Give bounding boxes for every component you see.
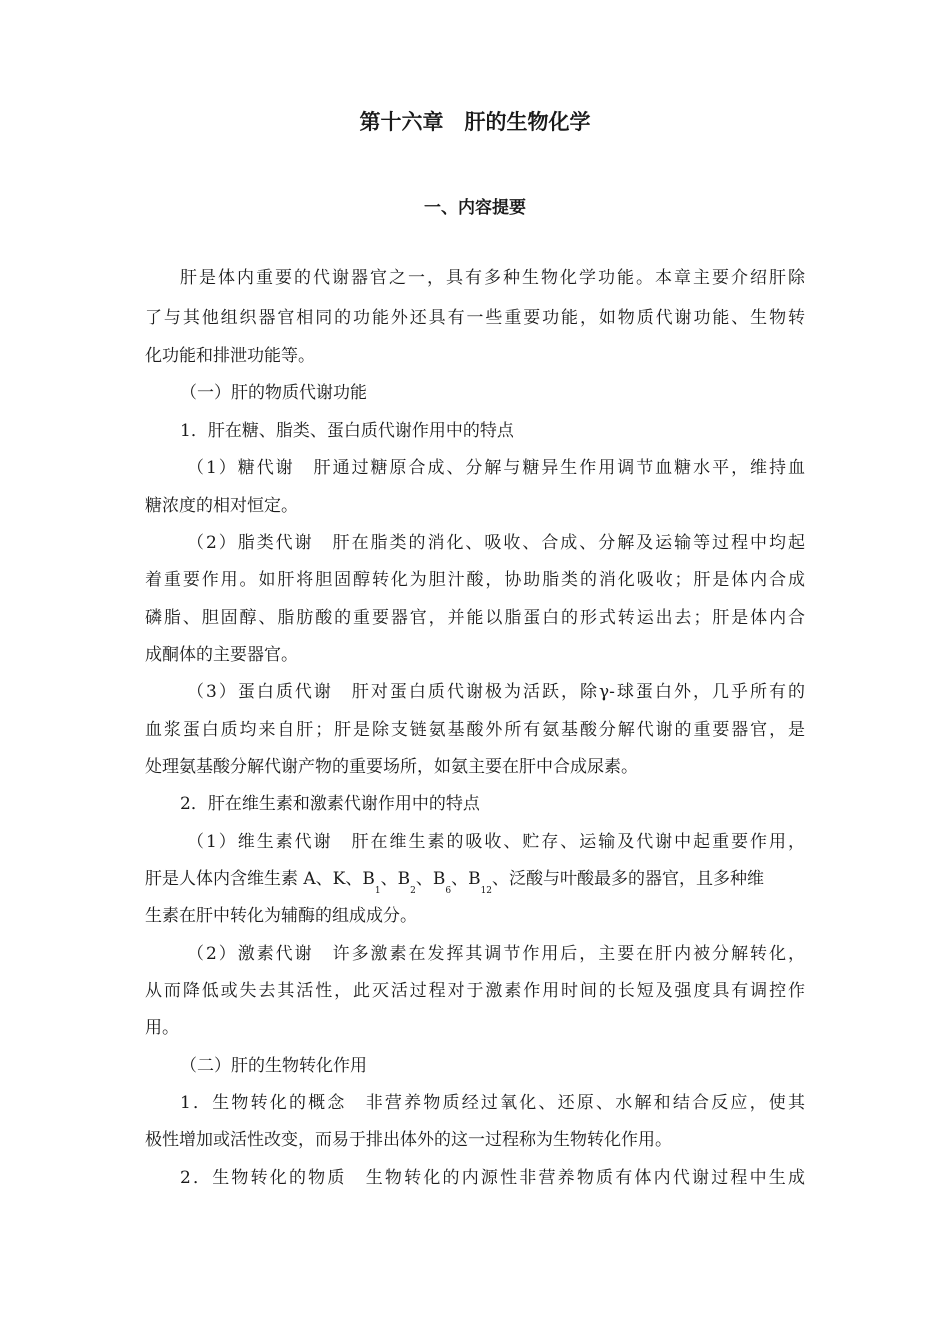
paragraph-line: 肝是体内重要的代谢器官之一，具有多种生物化学功能。本章主要介绍肝除	[180, 268, 805, 288]
paragraph-line: 糖浓度的相对恒定。	[145, 496, 298, 516]
text-segment: 、泛酸与叶酸最多的器官，且多种维	[492, 869, 765, 889]
paragraph-line: 成酮体的主要器官。	[145, 645, 298, 665]
paragraph-line: 了与其他组织器官相同的功能外还具有一些重要功能，如物质代谢功能、生物转	[145, 308, 805, 328]
text-segment: 、B	[380, 869, 411, 889]
paragraph-line-with-subscripts	[145, 867, 764, 903]
subscript: 6	[445, 886, 452, 896]
paragraph-line: （1）维生素代谢 肝在维生素的吸收、贮存、运输及代谢中起重要作用，	[187, 832, 805, 852]
paragraph-line: 生素在肝中转化为辅酶的组成成分。	[145, 906, 417, 926]
item-heading: 2．肝在维生素和激素代谢作用中的特点	[180, 794, 480, 814]
paragraph-line: （1）糖代谢 肝通过糖原合成、分解与糖异生作用调节血糖水平，维持血	[187, 458, 805, 478]
paragraph-line: 血浆蛋白质均来自肝；肝是除支链氨基酸外所有氨基酸分解代谢的重要器官，是	[145, 720, 805, 740]
text-segment: 肝是人体内含维生素 A、K、B	[145, 869, 375, 889]
subscript: 2	[410, 886, 416, 896]
paragraph-line: （2）脂类代谢 肝在脂类的消化、吸收、合成、分解及运输等过程中均起	[187, 533, 805, 553]
paragraph-line: （3）蛋白质代谢 肝对蛋白质代谢极为活跃，除γ-球蛋白外，几乎所有的	[187, 682, 805, 702]
paragraph-line: 用。	[145, 1018, 179, 1038]
paragraph-line: 1．生物转化的概念 非营养物质经过氧化、还原、水解和结合反应，使其	[180, 1093, 805, 1113]
paragraph-line: 化功能和排泄功能等。	[145, 346, 315, 366]
paragraph-line: 2．生物转化的物质 生物转化的内源性非营养物质有体内代谢过程中生成	[180, 1168, 805, 1188]
item-heading: 1．肝在糖、脂类、蛋白质代谢作用中的特点	[180, 421, 514, 441]
paragraph-line: 从而降低或失去其活性，此灭活过程对于激素作用时间的长短及强度具有调控作	[145, 981, 805, 1001]
subscript: 12	[480, 886, 493, 896]
paragraph-line: 极性增加或活性改变，而易于排出体外的这一过程称为生物转化作用。	[145, 1130, 672, 1150]
chapter-title: 第十六章 肝的生物化学	[359, 110, 591, 134]
text-segment: 、B	[415, 869, 446, 889]
paragraph-line: （2）激素代谢 许多激素在发挥其调节作用后，主要在肝内被分解转化，	[187, 944, 805, 964]
paragraph-line: 磷脂、胆固醇、脂肪酸的重要器官，并能以脂蛋白的形式转运出去；肝是体内合	[145, 608, 805, 628]
paragraph-line: 着重要作用。如肝将胆固醇转化为胆汁酸，协助脂类的消化吸收；肝是体内合成	[145, 570, 805, 590]
paragraph-line: 处理氨基酸分解代谢产物的重要场所，如氨主要在肝中合成尿素。	[145, 757, 638, 777]
text-segment: 、B	[451, 869, 481, 889]
subsection-heading: （一）肝的物质代谢功能	[180, 383, 367, 403]
subscript: 1	[374, 886, 381, 896]
section-heading: 一、内容提要	[424, 198, 526, 218]
subsection-heading: （二）肝的生物转化作用	[180, 1056, 367, 1076]
